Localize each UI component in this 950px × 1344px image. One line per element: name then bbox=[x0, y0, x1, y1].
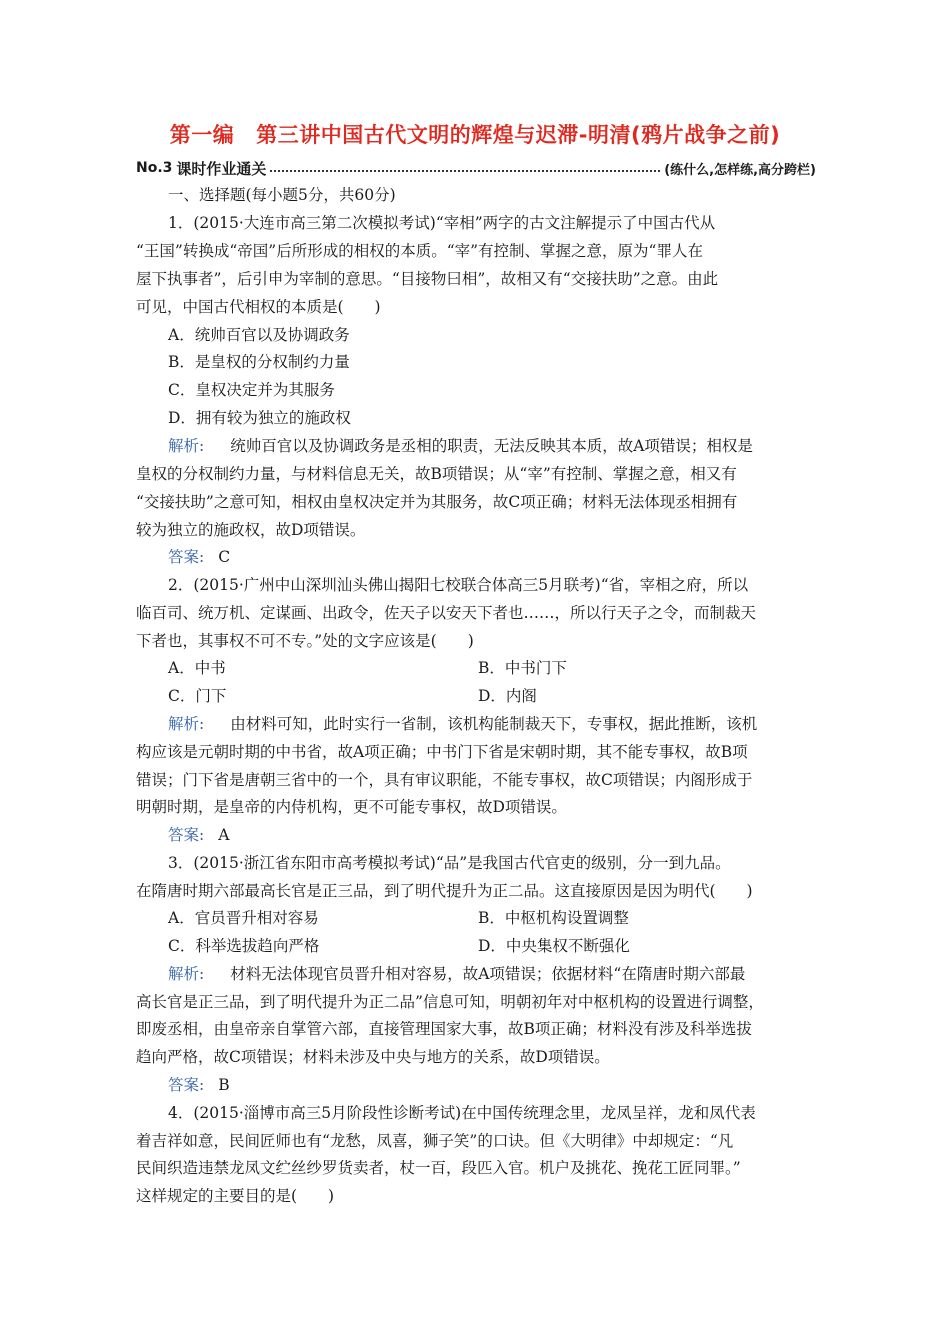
answer-value: A bbox=[218, 826, 230, 844]
analysis-label: 解析: bbox=[168, 437, 205, 455]
question-2-line-2: 临百司、统万机、定谋画、出政令，佐天子以安天下者也……，所以行天子之令，而制裁天 bbox=[136, 604, 757, 622]
banner-label: 课时作业通关 bbox=[176, 159, 267, 178]
question-3-analysis-line-4: 趋向严格，故C项错误；材料未涉及中央与地方的关系，故D项错误。 bbox=[136, 1048, 610, 1066]
question-2-option-b: B．中书门下 bbox=[478, 659, 567, 677]
question-1-analysis-line-3: “交接扶助”之意可知，相权由皇权决定并为其服务，故C项正确；材料无法体现丞相拥有 bbox=[136, 493, 738, 511]
answer-label: 答案: bbox=[168, 1076, 205, 1094]
question-4-line-2: 着吉祥如意，民间匠师也有“龙愁，凤喜，狮子笑”的口诀。但《大明律》中却规定：“凡 bbox=[136, 1132, 734, 1150]
question-2-analysis-line-4: 明朝时期，是皇帝的内侍机构，更不可能专事权，故D项错误。 bbox=[136, 798, 567, 816]
question-3-option-c: C．科举选拔趋向严格 bbox=[168, 937, 320, 955]
question-3-option-b: B．中枢机构设置调整 bbox=[478, 909, 629, 927]
answer-value: C bbox=[218, 548, 231, 566]
question-4-line-1: 4．(2015·淄博市高三5月阶段性诊断考试)在中国传统理念里，龙凤呈祥，龙和凤代表 bbox=[168, 1104, 756, 1122]
question-2-analysis-line-1 bbox=[168, 710, 828, 738]
dotted-leader bbox=[270, 170, 660, 172]
question-2-option-c: C．门下 bbox=[168, 687, 227, 705]
question-1-line-3: 屋下执事者”，后引申为宰制的意思。“目接物曰相”，故相又有“交接扶助”之意。由此 bbox=[136, 270, 719, 288]
lesson-banner bbox=[136, 157, 816, 179]
question-1-line-4: 可见，中国古代相权的本质是( ) bbox=[136, 298, 381, 316]
question-2-analysis-line-3: 错误；门下省是唐朝三省中的一个，具有审议职能，不能专事权，故C项错误；内阁形成于 bbox=[136, 771, 753, 789]
question-2-line-1: 2．(2015·广州中山深圳汕头佛山揭阳七校联合体高三5月联考)“省，宰相之府，所以 bbox=[168, 576, 749, 594]
title-part-2: 第三讲中国古代文明的辉煌与迟滞-明清(鸦片战争之前) bbox=[256, 123, 781, 147]
question-1-option-a: A．统帅百官以及协调政务 bbox=[168, 326, 350, 344]
question-1-line-2: “王国”转换成“帝国”后所形成的相权的本质。“宰”有控制、掌握之意，原为“罪人在 bbox=[136, 242, 703, 260]
analysis-label: 解析: bbox=[168, 965, 205, 983]
question-1-analysis-line-1 bbox=[168, 432, 828, 460]
question-2-option-d: D．内阁 bbox=[478, 687, 537, 705]
question-3-line-1: 3．(2015·浙江省东阳市高考模拟考试)“品”是我国古代官吏的级别，分一到九品。 bbox=[168, 854, 731, 872]
question-3-analysis-line-3: 即废丞相，由皇帝亲自掌管六部，直接管理国家大事，故B项正确；材料没有涉及科举选拔 bbox=[136, 1020, 752, 1038]
question-2-answer bbox=[168, 821, 828, 849]
question-3-option-a: A．官员晋升相对容易 bbox=[168, 909, 319, 927]
question-1-line-1: 1．(2015·大连市高三第二次模拟考试)“宰相”两字的古文注解提示了中国古代从 bbox=[168, 214, 716, 232]
question-3-analysis-line-1 bbox=[168, 960, 828, 988]
question-1-option-c: C．皇权决定并为其服务 bbox=[168, 381, 335, 399]
question-4-line-4: 这样规定的主要目的是( ) bbox=[136, 1187, 335, 1205]
question-1-option-b: B．是皇权的分权制约力量 bbox=[168, 353, 350, 371]
analysis-text: 由材料可知，此时实行一省制，该机构能制裁天下，专事权，据此推断，该机 bbox=[230, 715, 758, 733]
question-1-option-d: D．拥有较为独立的施政权 bbox=[168, 409, 351, 427]
analysis-text: 统帅百官以及协调政务是丞相的职责，无法反映其本质，故A项错误；相权是 bbox=[230, 437, 753, 455]
banner-tag: (练什么,怎样练,高分跨栏) bbox=[664, 162, 816, 178]
question-4-line-3: 民间织造违禁龙凤文纻丝纱罗货卖者，杖一百，段匹入官。机户及挑花、挽花工匠同罪。” bbox=[136, 1159, 741, 1177]
answer-label: 答案: bbox=[168, 826, 205, 844]
banner-number: No.3 bbox=[136, 160, 173, 176]
question-3-analysis-line-2: 高长官是正三品，到了明代提升为正二品”信息可知，明朝初年对中枢机构的设置进行调整， bbox=[136, 993, 764, 1011]
page-title bbox=[0, 119, 950, 149]
question-1-analysis-line-2: 皇权的分权制约力量，与材料信息无关，故B项错误；从“宰”有控制、掌握之意，相又有 bbox=[136, 465, 737, 483]
analysis-label: 解析: bbox=[168, 715, 205, 733]
question-2-option-a: A．中书 bbox=[168, 659, 226, 677]
question-3-option-d: D．中央集权不断强化 bbox=[478, 937, 630, 955]
analysis-text: 材料无法体现官员晋升相对容易，故A项错误；依据材料“在隋唐时期六部最 bbox=[230, 965, 746, 983]
question-2-line-3: 下者也，其事权不可不专。”处的文字应该是( ) bbox=[136, 632, 474, 650]
question-1-analysis-line-4: 较为独立的施政权，故D项错误。 bbox=[136, 521, 366, 539]
answer-label: 答案: bbox=[168, 548, 205, 566]
question-1-answer bbox=[168, 543, 828, 571]
question-3-line-2: 在隋唐时期六部最高长官是正三品，到了明代提升为正二品。这直接原因是因为明代( ) bbox=[136, 882, 753, 900]
question-3-answer bbox=[168, 1071, 828, 1099]
answer-value: B bbox=[218, 1076, 230, 1094]
section-heading: 一、选择题(每小题5分，共60分) bbox=[168, 186, 396, 204]
question-2-analysis-line-2: 构应该是元朝时期的中书省，故A项正确；中书门下省是宋朝时期，其不能专事权，故B项 bbox=[136, 743, 748, 761]
title-part-1: 第一编 bbox=[169, 123, 235, 147]
